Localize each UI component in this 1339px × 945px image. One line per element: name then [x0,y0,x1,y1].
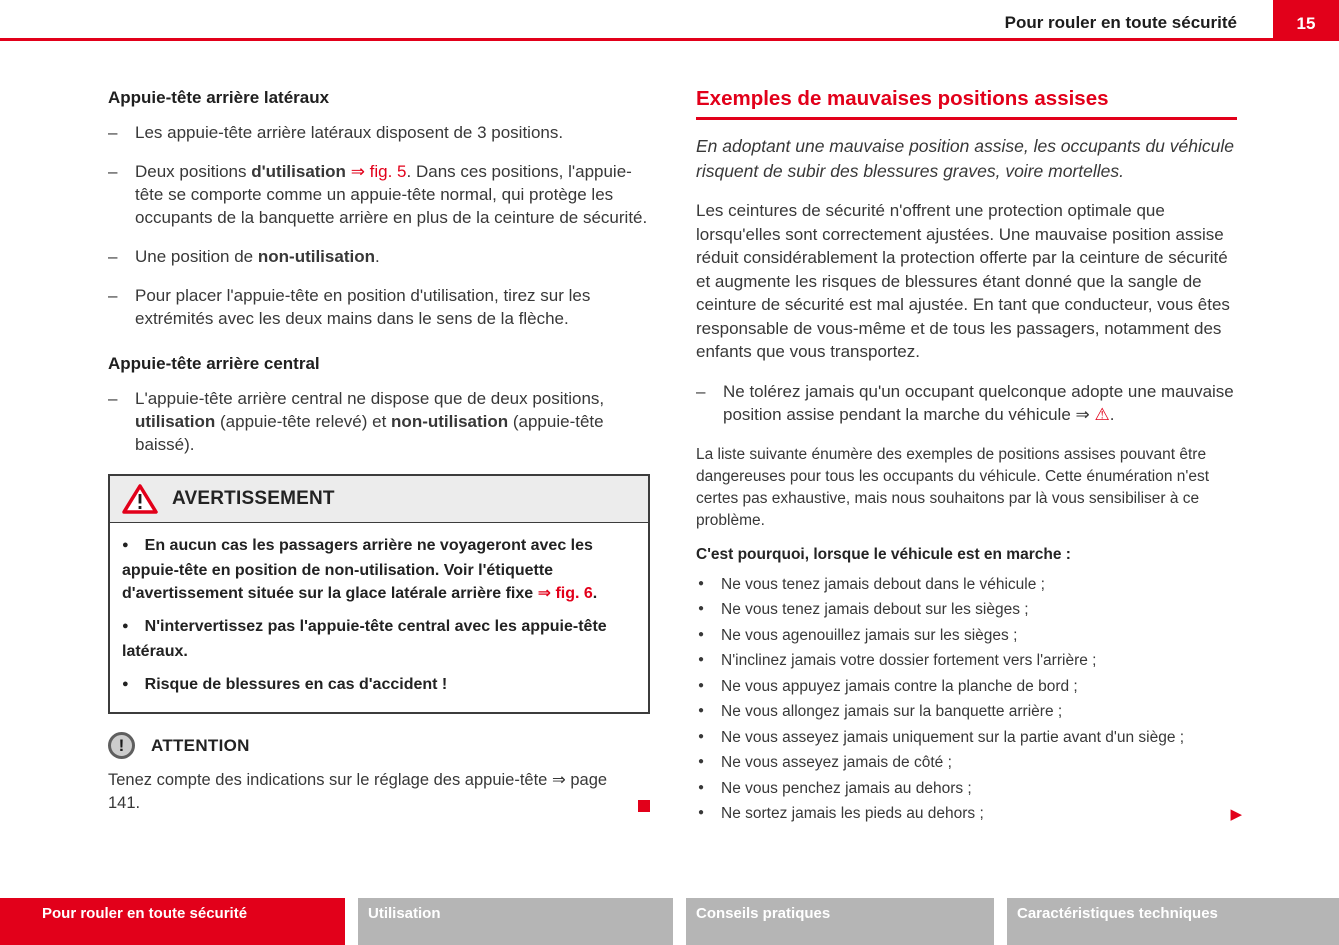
list-item: ● Ne vous penchez jamais au dehors ; [696,778,1237,800]
warning-item: ● En aucun cas les passagers arrière ne voyageront avec les appuie-tête en position de non-utilisation. Voir l'étiquette d'avertissement située sur la glace latérale arrière fixe ⇒ fig. 6. [122,537,598,602]
warning-item: ● Risque de blessures en cas d'accident ! [122,676,448,693]
list-item: ● Ne vous appuyez jamais contre la planche de bord ; [696,676,1237,698]
attention-note [108,732,650,815]
list-item: – Deux positions d'utilisation ⇒ fig. 5. Dans ces positions, l'appuie-tête se comporte comme un appuie-tête normal, qui protège les occupants de la banquette arrière en plus de la ceinture de sécurité. [108,160,650,229]
paragraph: La liste suivante énumère des exemples de positions assises pouvant être dangereuses pour tous les occupants du véhicule. Cette énumération n'est certes pas exhaustive, mais nous souhaitons par là vous sensibiliser à ce problème. [696,445,1210,529]
chapter-title: Pour rouler en toute sécurité [1004,13,1237,32]
section-heading-lateral-headrests: Appuie-tête arrière latéraux [108,88,330,107]
lead-paragraph: En adoptant une mauvaise position assise, les occupants du véhicule risquent de subir des blessures graves, voire mortelles. [696,136,1234,181]
warning-item: ● N'intervertissez pas l'appuie-tête central avec les appuie-tête latéraux. [122,618,607,660]
continued-next-page-icon: ▶ [1230,806,1242,823]
left-column [108,88,650,829]
list-item: – L'appuie-tête arrière central ne dispose que de deux positions, utilisation (appuie-tête relevé) et non-utilisation (appuie-tête baissé). [108,387,650,456]
attention-circle-icon: ! [108,732,135,759]
page-number-badge: 15 [1273,0,1339,41]
list-item: ● N'inclinez jamais votre dossier fortement vers l'arrière ; [696,650,1237,672]
attention-text: Tenez compte des indications sur le réglage des appuie-tête ⇒ page 141. [108,769,650,815]
list-item: ● Ne vous asseyez jamais de côté ; [696,752,1237,774]
list-item: ● Ne sortez jamais les pieds au dehors ; ▶ [696,803,1237,825]
bullet-icon: ● [122,678,129,690]
list-item: ● Ne vous allongez jamais sur la banquette arrière ; [696,701,1237,723]
right-column [696,87,1242,829]
attention-header [108,732,650,759]
list-item: ● Ne vous tenez jamais debout sur les sièges ; [696,599,1237,621]
list-item: ● Ne vous tenez jamais debout dans le véhicule ; [696,574,1237,596]
list-item: ● Ne vous agenouillez jamais sur les sièges ; [696,625,1237,647]
header-rule [0,38,1339,41]
warning-box-header [110,476,648,523]
warning-box-body [110,523,648,712]
list-item: – Les appuie-tête arrière latéraux disposent de 3 positions. [108,121,650,144]
page-header [0,0,1339,42]
list-intro: C'est pourquoi, lorsque le véhicule est en marche : [696,545,1071,563]
dash-item: – Ne tolérez jamais qu'un occupant quelconque adopte une mauvaise position assise pendant la marche du véhicule ⇒ ⚠. [696,380,1237,427]
bullet-icon: ● [122,539,129,551]
warning-box [108,474,650,714]
warning-triangle-icon: ⚠ [1094,405,1110,424]
lateral-headrests-list [108,121,650,330]
list-item: – Pour placer l'appuie-tête en position d'utilisation, tirez sur les extrémités avec les deux mains dans le sens de la flèche. [108,284,650,330]
fig-6-reference[interactable]: ⇒ fig. 6 [537,585,593,602]
section-heading-central-headrest: Appuie-tête arrière central [108,354,320,373]
warning-triangle-icon [122,483,158,515]
section-title-bad-sitting-positions: Exemples de mauvaises positions assises [696,88,1237,120]
central-headrest-list [108,387,650,456]
list-item: ● Ne vous asseyez jamais uniquement sur la partie avant d'un siège ; [696,727,1237,749]
page-body [108,87,1242,829]
section-end-marker [638,800,650,812]
footer-tab-conseils-pratiques[interactable]: Conseils pratiques [686,898,994,945]
list-item: – Une position de non-utilisation. [108,245,650,268]
footer-tab-pour-rouler[interactable]: Pour rouler en toute sécurité [0,898,345,945]
attention-title: ATTENTION [151,735,250,755]
page-141-reference[interactable]: ⇒ page 141 [108,771,608,812]
footer-tab-caracteristiques[interactable]: Caractéristiques techniques [1007,898,1339,945]
footer-tab-utilisation[interactable]: Utilisation [358,898,673,945]
fig-5-reference[interactable]: ⇒ fig. 5 [350,162,407,181]
warning-box-title: AVERTISSEMENT [172,488,335,509]
bullet-icon: ● [122,620,129,632]
footer-section-tabs [0,898,1339,945]
paragraph: Les ceintures de sécurité n'offrent une protection optimale que lorsqu'elles sont correctement ajustées. Une mauvaise position assise réduit considérablement la protection offerte par la ceinture de sécurité et augmente les risques de blessures étant donné que la sangle de ceinture de sécurité est mal ajustée. En tant que conducteur, vous êtes responsable de vous-même et de tous les passagers, notamment des enfants que vous transportez. [696,201,1230,361]
bad-positions-list [696,574,1242,826]
